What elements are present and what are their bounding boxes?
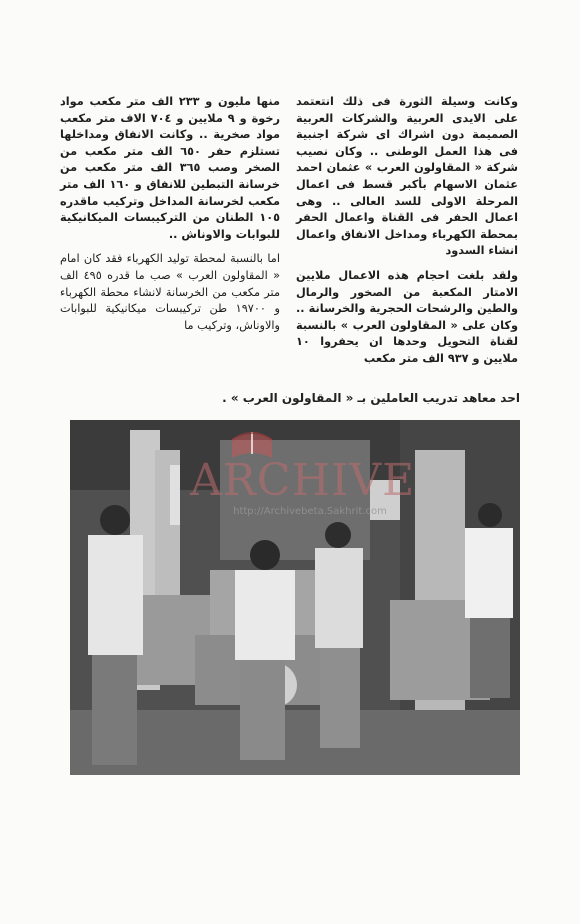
left-text-column xyxy=(60,94,280,334)
left-paragraph-1: منها مليون و ٢٣٣ الف متر مكعب مواد رخوة و ٩ ملايين و ٧٠٤ الاف متر مكعب مواد صخرية .. وكانت الانفاق ومداخلها تستلزم حفر ٦٥٠ الف متر مكعب من الصخر وصب ٣٦٥ الف متر مكعب من خرسانة التبطين للانفاق و ١٦٠ الف متر مكعب لخرسانة المداخل وتركيب ماقدره ١٠٥ الطنان من التركيبسات الميكانيكية للبوابات والاوناش .. xyxy=(60,95,280,241)
watermark-text: ARCHIVE xyxy=(190,455,416,506)
left-paragraph-2: اما بالنسبة لمحطة توليد الكهرباء فقد كان امام « المقاولون العرب » صب ما قدره ٤٩٥ الف متر مكعب من الخرسانة لانشاء محطة الكهرباء و ١٩٧٠٠ طن تركيبسات ميكانيكية للبوابات والاوناش، وتركيب ما xyxy=(60,252,280,332)
watermark-url: http://Archivebeta.Sakhrit.com xyxy=(233,506,387,517)
right-text-column xyxy=(296,94,518,368)
right-paragraph-2: ولقد بلغت احجام هذه الاعمال ملايين الامتار المكعبة من الصخور والرمال والطين والرشحات الحجرية والخرسانة .. وكان على « المقاولون العرب » بالنسبة لقناة التحويل وحدها ان يحفروا ١٠ ملايين و ٩٣٧ الف متر مكعب xyxy=(296,268,518,365)
photo-caption: احد معاهد تدريب العاملين بـ « المقاولون العرب » . xyxy=(222,391,520,405)
right-paragraph-1: وكانت وسيلة الثورة فى ذلك انتعتمد على الايدى العربية والشركات العربية الصميمة دون اشراك اى شركة اجنبية فى هذا العمل الوطنى .. وكان نصيب شركة « المقاولون العرب » عثمان احمد عثمان الاسهام بأكبر قسط فى اعمال المرحلة الاولى للسد العالى .. وهى اعمال الحفر فى القناة واعمال الحفر بمحطة الكهرباء ومداخل الانفاق واعمال انشاء السدود xyxy=(296,95,518,258)
